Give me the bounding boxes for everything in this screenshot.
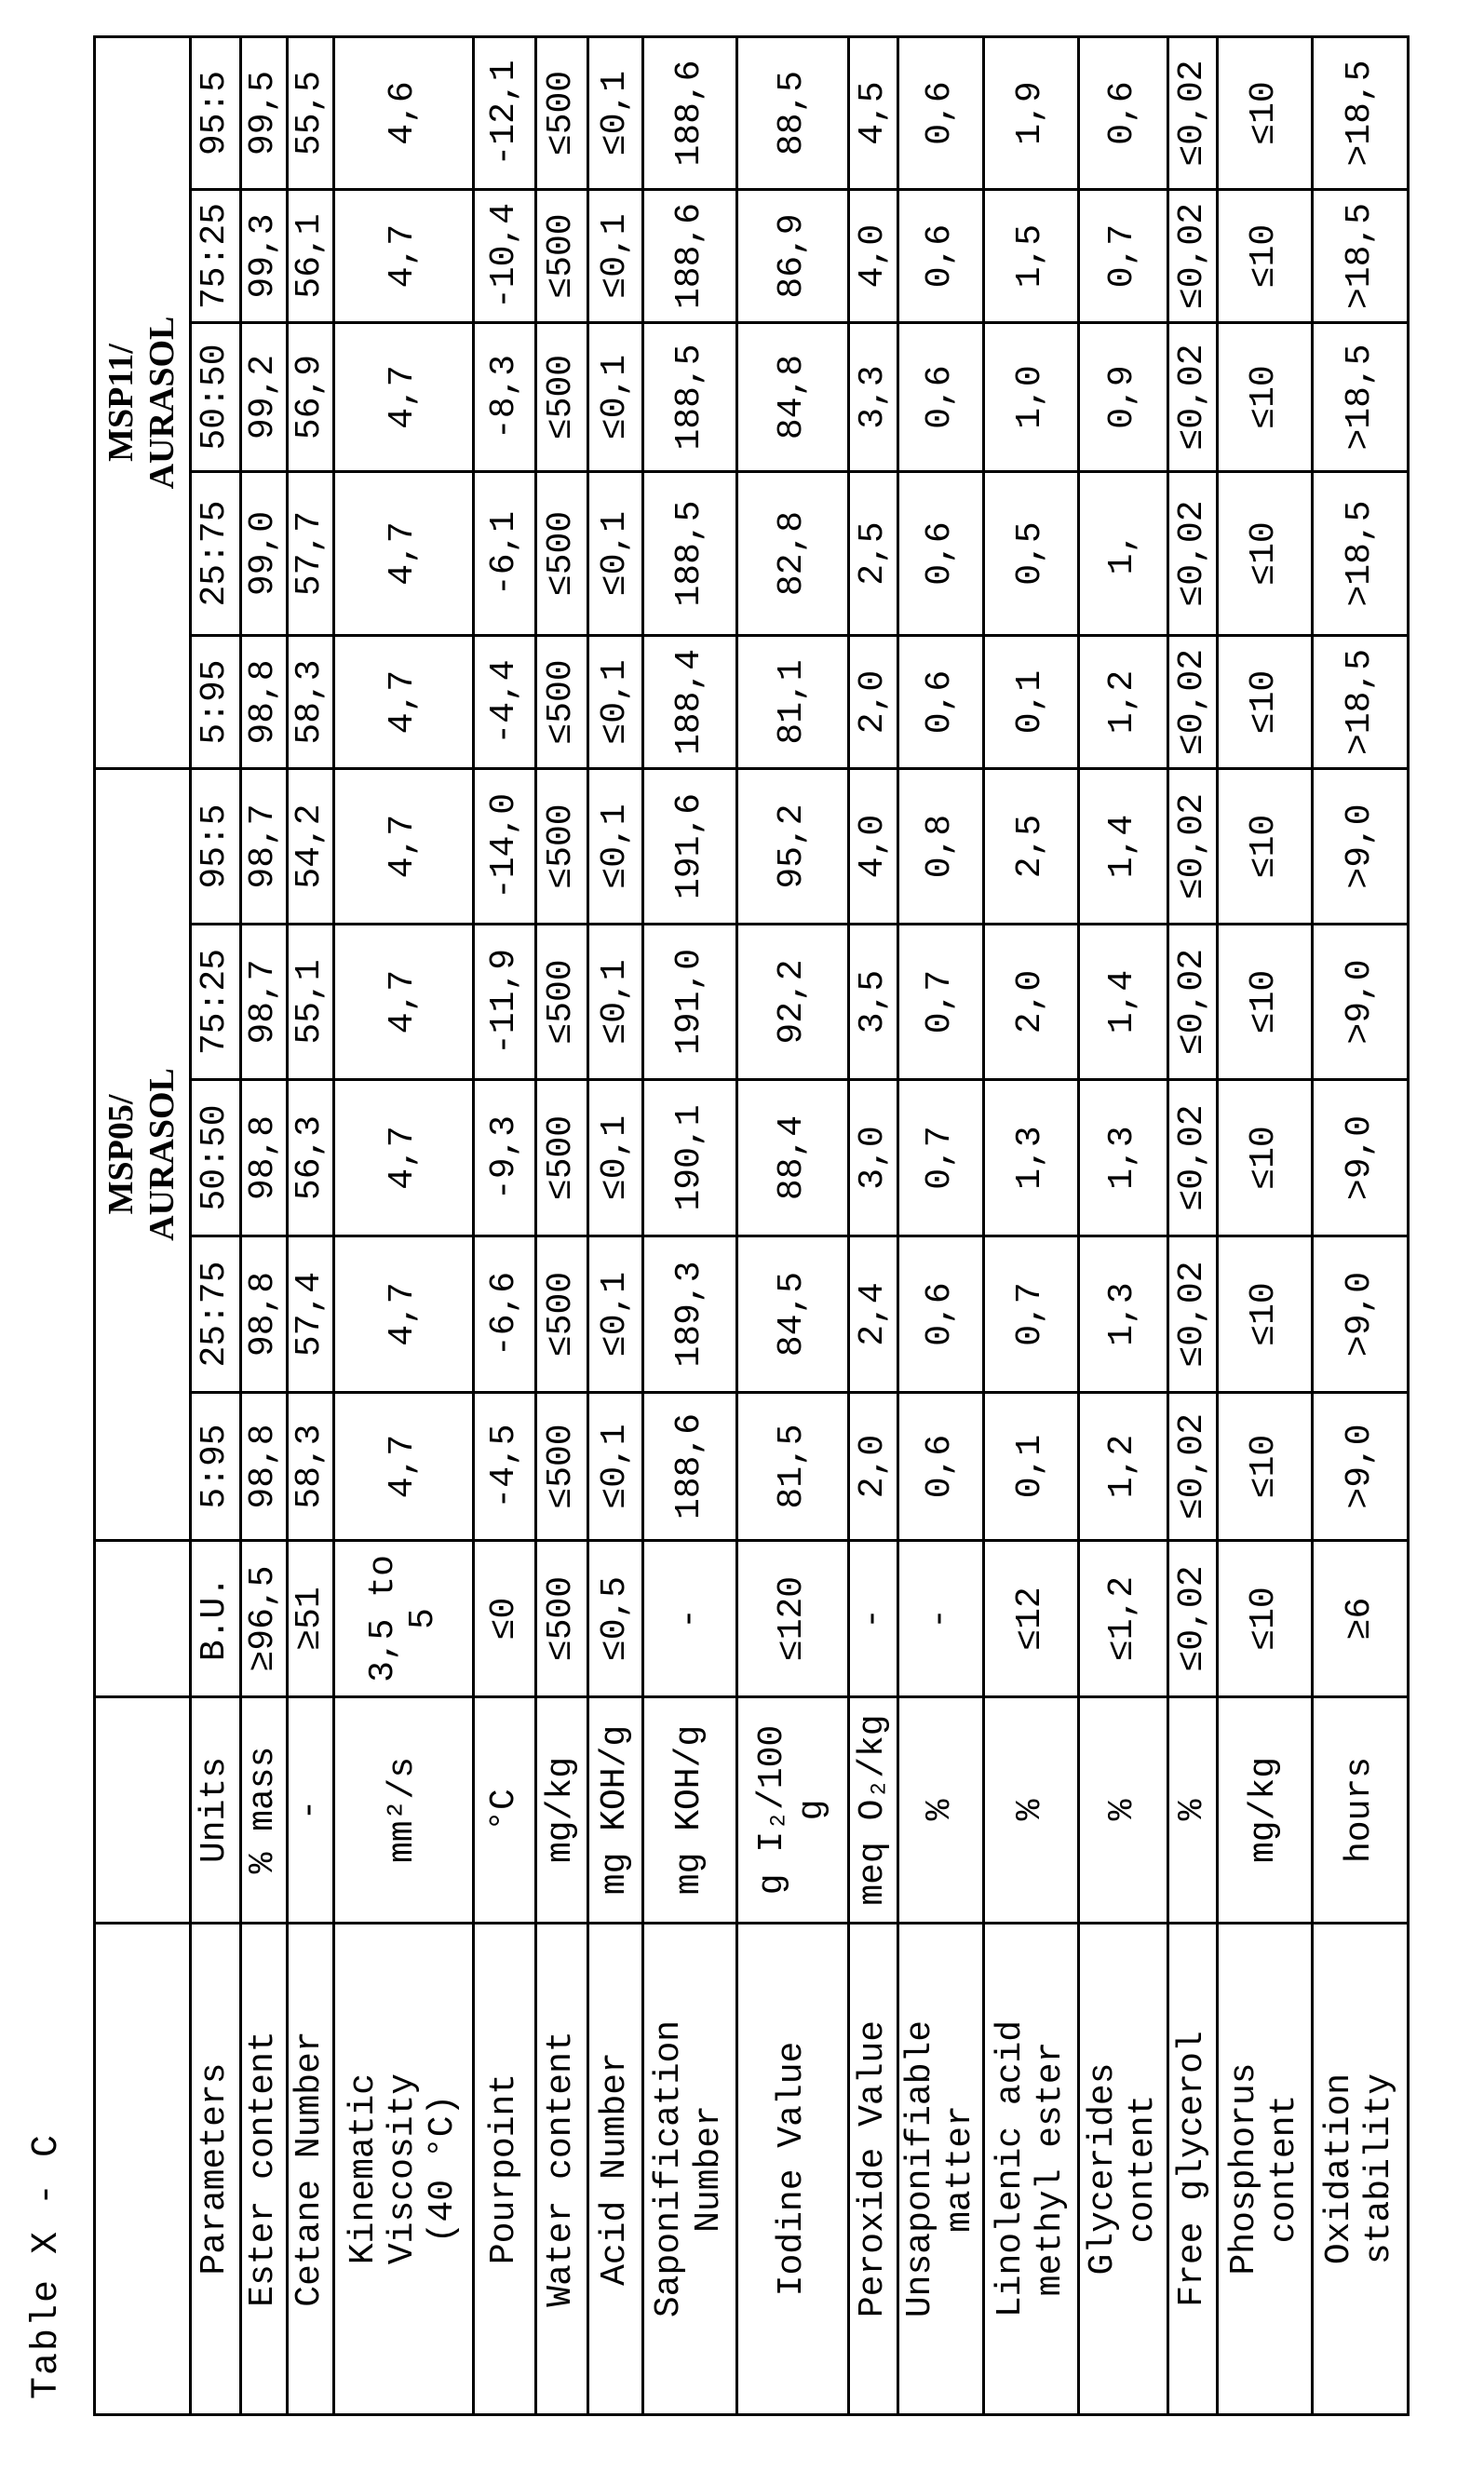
bu-limit-cell: ≤12	[984, 1541, 1079, 1697]
properties-table	[93, 35, 1410, 2416]
value-cell: 3,0	[849, 1080, 898, 1236]
value-cell: 1,2	[1079, 636, 1168, 769]
value-cell: ≤500	[536, 925, 588, 1080]
parameter-cell: Linolenic acid methyl ester	[984, 1924, 1079, 2415]
value-cell: 0,7	[898, 1080, 984, 1236]
value-cell: 188,5	[643, 472, 737, 636]
value-cell: ≤10	[1218, 323, 1313, 472]
value-cell: 0,6	[898, 1393, 984, 1541]
value-cell: ≤0,1	[588, 323, 643, 472]
value-cell: 99,2	[241, 323, 288, 472]
value-cell: 2,5	[849, 472, 898, 636]
unit-cell: mg KOH/g	[643, 1697, 737, 1924]
value-cell: 55,5	[288, 37, 334, 190]
value-cell: 98,7	[241, 925, 288, 1080]
value-cell: >18,5	[1313, 636, 1409, 769]
value-cell: -4,5	[474, 1393, 536, 1541]
value-cell: 4,7	[334, 769, 474, 925]
value-cell: 56,9	[288, 323, 334, 472]
value-cell: 0,6	[898, 37, 984, 190]
header-ratio-msp11-25-75: 25:75	[191, 472, 241, 636]
value-cell: -12,1	[474, 37, 536, 190]
unit-cell: %	[898, 1697, 984, 1924]
value-cell: ≤0,1	[588, 925, 643, 1080]
value-cell: 1,5	[984, 190, 1079, 323]
value-cell: 1,4	[1079, 769, 1168, 925]
value-cell: 84,8	[737, 323, 849, 472]
value-cell: 99,5	[241, 37, 288, 190]
value-cell: 58,3	[288, 636, 334, 769]
bu-limit-cell: ≥6	[1313, 1541, 1409, 1697]
header-ratio-msp05-95-5: 95:5	[191, 769, 241, 925]
header-units: Units	[191, 1697, 241, 1924]
unit-cell: meq O₂/kg	[849, 1697, 898, 1924]
value-cell: ≤500	[536, 37, 588, 190]
value-cell: >9,0	[1313, 1080, 1409, 1236]
value-cell: -9,3	[474, 1080, 536, 1236]
unit-cell: mm²/s	[334, 1697, 474, 1924]
value-cell: 57,7	[288, 472, 334, 636]
unit-cell: %	[984, 1697, 1079, 1924]
value-cell: ≤500	[536, 1393, 588, 1541]
value-cell: 2,4	[849, 1236, 898, 1393]
value-cell: -14,0	[474, 769, 536, 925]
group-header-msp05: MSP05/ AURASOL	[95, 769, 191, 1541]
value-cell: ≤0,1	[588, 636, 643, 769]
value-cell: ≤0,02	[1168, 323, 1218, 472]
value-cell: -6,6	[474, 1236, 536, 1393]
value-cell: >18,5	[1313, 472, 1409, 636]
value-cell: ≤500	[536, 190, 588, 323]
value-cell: 2,0	[984, 925, 1079, 1080]
value-cell: 188,5	[643, 323, 737, 472]
value-cell: -4,4	[474, 636, 536, 769]
bu-limit-cell: ≤500	[536, 1541, 588, 1697]
bu-limit-cell: ≤0,5	[588, 1541, 643, 1697]
value-cell: ≤10	[1218, 1393, 1313, 1541]
unit-cell: °C	[474, 1697, 536, 1924]
value-cell: 0,6	[898, 323, 984, 472]
value-cell: 1,0	[984, 323, 1079, 472]
table-row	[984, 37, 1079, 2415]
value-cell: >18,5	[1313, 190, 1409, 323]
table-row	[1168, 37, 1218, 2415]
parameter-cell: Free glycerol	[1168, 1924, 1218, 2415]
value-cell: -11,9	[474, 925, 536, 1080]
parameter-cell: Glycerides content	[1079, 1924, 1168, 2415]
unit-cell: %	[1079, 1697, 1168, 1924]
value-cell: ≤10	[1218, 925, 1313, 1080]
value-cell: ≤0,1	[588, 1080, 643, 1236]
bu-limit-cell: ≥51	[288, 1541, 334, 1697]
value-cell: 58,3	[288, 1393, 334, 1541]
group-header-msp11: MSP11/ AURASOL	[95, 37, 191, 769]
value-cell: 98,7	[241, 769, 288, 925]
unit-cell: mg/kg	[1218, 1697, 1313, 1924]
value-cell: -10,4	[474, 190, 536, 323]
bu-limit-cell: -	[643, 1541, 737, 1697]
bu-limit-cell: ≤0	[474, 1541, 536, 1697]
blank-cell	[95, 1541, 191, 1697]
value-cell: ≤0,1	[588, 1393, 643, 1541]
value-cell: -6,1	[474, 472, 536, 636]
value-cell: ≤0,1	[588, 472, 643, 636]
blank-cell	[95, 1924, 191, 2415]
value-cell: 1,3	[1079, 1080, 1168, 1236]
header-ratio-msp11-75-25: 75:25	[191, 190, 241, 323]
value-cell: ≤10	[1218, 37, 1313, 190]
value-cell: 3,3	[849, 323, 898, 472]
table-row	[1079, 37, 1168, 2415]
value-cell: 188,6	[643, 1393, 737, 1541]
blank-cell	[95, 1697, 191, 1924]
parameter-cell: Water content	[536, 1924, 588, 2415]
header-ratio-msp05-5-95: 5:95	[191, 1393, 241, 1541]
value-cell: 4,0	[849, 190, 898, 323]
value-cell: 188,6	[643, 190, 737, 323]
value-cell: 98,8	[241, 1236, 288, 1393]
value-cell: 81,5	[737, 1393, 849, 1541]
value-cell: 2,0	[849, 1393, 898, 1541]
unit-cell: % mass	[241, 1697, 288, 1924]
value-cell: 0,6	[898, 1236, 984, 1393]
bu-limit-cell: ≤1,2	[1079, 1541, 1168, 1697]
value-cell: ≤500	[536, 1236, 588, 1393]
value-cell: ≤0,02	[1168, 190, 1218, 323]
value-cell: 1,3	[984, 1080, 1079, 1236]
value-cell: 4,7	[334, 190, 474, 323]
value-cell: ≤0,02	[1168, 925, 1218, 1080]
value-cell: 4,5	[849, 37, 898, 190]
value-cell: 0,6	[898, 472, 984, 636]
parameter-cell: Iodine Value	[737, 1924, 849, 2415]
bu-limit-cell: ≤120	[737, 1541, 849, 1697]
value-cell: >9,0	[1313, 925, 1409, 1080]
value-cell: 55,1	[288, 925, 334, 1080]
unit-cell: g I₂/100 g	[737, 1697, 849, 1924]
value-cell: ≤0,02	[1168, 1236, 1218, 1393]
table-row	[334, 37, 474, 2415]
value-cell: 1,	[1079, 472, 1168, 636]
value-cell: 1,9	[984, 37, 1079, 190]
value-cell: 88,4	[737, 1080, 849, 1236]
value-cell: ≤0,1	[588, 37, 643, 190]
table-row	[288, 37, 334, 2415]
value-cell: 0,9	[1079, 323, 1168, 472]
value-cell: >9,0	[1313, 1236, 1409, 1393]
parameter-cell: Unsaponifiable matter	[898, 1924, 984, 2415]
value-cell: 92,2	[737, 925, 849, 1080]
value-cell: ≤10	[1218, 472, 1313, 636]
unit-cell: mg/kg	[536, 1697, 588, 1924]
unit-cell: mg KOH/g	[588, 1697, 643, 1924]
value-cell: 88,5	[737, 37, 849, 190]
value-cell: 4,7	[334, 323, 474, 472]
value-cell: ≤0,02	[1168, 636, 1218, 769]
value-cell: -8,3	[474, 323, 536, 472]
group-header-row	[95, 37, 191, 2415]
value-cell: 4,7	[334, 1080, 474, 1236]
table-caption: Table X - C	[26, 2133, 68, 2399]
value-cell: 190,1	[643, 1080, 737, 1236]
value-cell: 1,4	[1079, 925, 1168, 1080]
table-row	[1313, 37, 1409, 2415]
value-cell: 98,8	[241, 1393, 288, 1541]
value-cell: ≤10	[1218, 1080, 1313, 1236]
value-cell: 57,4	[288, 1236, 334, 1393]
value-cell: 0,7	[1079, 190, 1168, 323]
value-cell: ≤0,1	[588, 190, 643, 323]
value-cell: ≤500	[536, 769, 588, 925]
header-ratio-msp05-25-75: 25:75	[191, 1236, 241, 1393]
table-row	[1218, 37, 1313, 2415]
bu-limit-cell: -	[849, 1541, 898, 1697]
value-cell: 4,0	[849, 769, 898, 925]
parameter-cell: Peroxide Value	[849, 1924, 898, 2415]
value-cell: 188,4	[643, 636, 737, 769]
value-cell: 191,6	[643, 769, 737, 925]
value-cell: 95,2	[737, 769, 849, 925]
value-cell: ≤0,02	[1168, 1393, 1218, 1541]
value-cell: 188,6	[643, 37, 737, 190]
table-row	[588, 37, 643, 2415]
value-cell: ≤10	[1218, 636, 1313, 769]
value-cell: ≤10	[1218, 769, 1313, 925]
value-cell: 4,7	[334, 472, 474, 636]
table-row	[241, 37, 288, 2415]
value-cell: 0,5	[984, 472, 1079, 636]
value-cell: 99,3	[241, 190, 288, 323]
header-ratio-msp05-50-50: 50:50	[191, 1080, 241, 1236]
value-cell: ≤0,1	[588, 1236, 643, 1393]
value-cell: 3,5	[849, 925, 898, 1080]
value-cell: 0,8	[898, 769, 984, 925]
value-cell: 54,2	[288, 769, 334, 925]
value-cell: 98,8	[241, 1080, 288, 1236]
value-cell: 84,5	[737, 1236, 849, 1393]
rotated-page	[0, 37, 1407, 2416]
parameter-cell: Pourpoint	[474, 1924, 536, 2415]
header-parameters: Parameters	[191, 1924, 241, 2415]
value-cell: 98,8	[241, 636, 288, 769]
value-cell: 0,7	[984, 1236, 1079, 1393]
value-cell: >18,5	[1313, 37, 1409, 190]
value-cell: ≤0,02	[1168, 1080, 1218, 1236]
value-cell: ≤500	[536, 636, 588, 769]
header-ratio-msp11-5-95: 5:95	[191, 636, 241, 769]
value-cell: 0,6	[898, 190, 984, 323]
value-cell: 4,6	[334, 37, 474, 190]
value-cell: 0,7	[898, 925, 984, 1080]
parameter-cell: Kinematic Viscosity (40 °C)	[334, 1924, 474, 2415]
bu-limit-cell: -	[898, 1541, 984, 1697]
value-cell: 0,1	[984, 1393, 1079, 1541]
value-cell: ≤0,1	[588, 769, 643, 925]
value-cell: 81,1	[737, 636, 849, 769]
bu-limit-cell: ≤0,02	[1168, 1541, 1218, 1697]
value-cell: >9,0	[1313, 1393, 1409, 1541]
table-row	[898, 37, 984, 2415]
value-cell: ≤0,02	[1168, 37, 1218, 190]
value-cell: ≤0,02	[1168, 769, 1218, 925]
value-cell: 86,9	[737, 190, 849, 323]
value-cell: 82,8	[737, 472, 849, 636]
parameter-cell: Phosphorus content	[1218, 1924, 1313, 2415]
value-cell: ≤500	[536, 1080, 588, 1236]
value-cell: 4,7	[334, 1393, 474, 1541]
value-cell: ≤500	[536, 323, 588, 472]
parameter-cell: Acid Number	[588, 1924, 643, 2415]
value-cell: ≤0,02	[1168, 472, 1218, 636]
value-cell: 4,7	[334, 1236, 474, 1393]
parameter-cell: Cetane Number	[288, 1924, 334, 2415]
table-row	[536, 37, 588, 2415]
header-ratio-msp05-75-25: 75:25	[191, 925, 241, 1080]
value-cell: 0,6	[1079, 37, 1168, 190]
value-cell: 1,2	[1079, 1393, 1168, 1541]
table-row	[737, 37, 849, 2415]
value-cell: 4,7	[334, 636, 474, 769]
unit-cell: -	[288, 1697, 334, 1924]
table-row	[849, 37, 898, 2415]
column-header-row	[191, 37, 241, 2415]
bu-limit-cell: ≥96,5	[241, 1541, 288, 1697]
parameter-cell: Oxidation stability	[1313, 1924, 1409, 2415]
unit-cell: %	[1168, 1697, 1218, 1924]
value-cell: 0,1	[984, 636, 1079, 769]
value-cell: 1,3	[1079, 1236, 1168, 1393]
header-ratio-msp11-95-5: 95:5	[191, 37, 241, 190]
value-cell: ≤10	[1218, 1236, 1313, 1393]
value-cell: ≤500	[536, 472, 588, 636]
value-cell: 2,5	[984, 769, 1079, 925]
header-ratio-msp11-50-50: 50:50	[191, 323, 241, 472]
value-cell: 0,6	[898, 636, 984, 769]
table-row	[474, 37, 536, 2415]
value-cell: ≤10	[1218, 190, 1313, 323]
value-cell: 56,3	[288, 1080, 334, 1236]
parameter-cell: Saponification Number	[643, 1924, 737, 2415]
value-cell: 2,0	[849, 636, 898, 769]
value-cell: 189,3	[643, 1236, 737, 1393]
value-cell: 56,1	[288, 190, 334, 323]
value-cell: 191,0	[643, 925, 737, 1080]
unit-cell: hours	[1313, 1697, 1409, 1924]
bu-limit-cell: 3,5 to 5	[334, 1541, 474, 1697]
header-bu: B.U.	[191, 1541, 241, 1697]
bu-limit-cell: ≤10	[1218, 1541, 1313, 1697]
value-cell: 4,7	[334, 925, 474, 1080]
value-cell: 99,0	[241, 472, 288, 636]
value-cell: >18,5	[1313, 323, 1409, 472]
table-row	[643, 37, 737, 2415]
value-cell: >9,0	[1313, 769, 1409, 925]
parameter-cell: Ester content	[241, 1924, 288, 2415]
